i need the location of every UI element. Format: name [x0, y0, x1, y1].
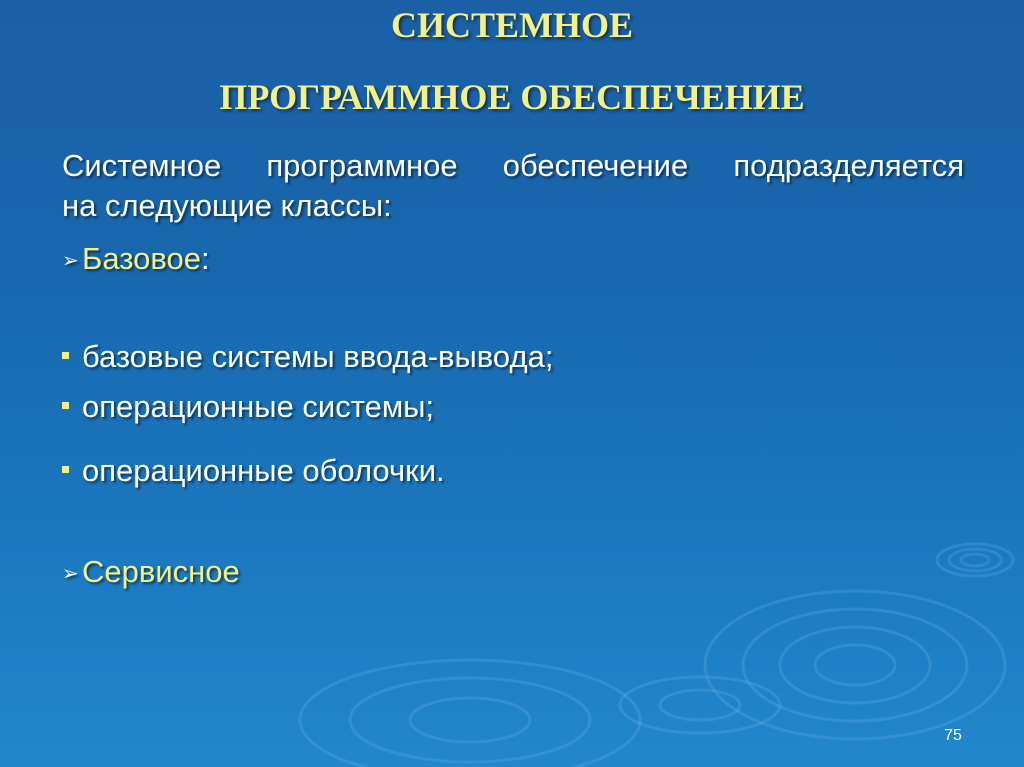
square-bullet-icon [62, 352, 69, 359]
intro-word: программное [266, 148, 458, 183]
arrow-bullet-icon: ➢ [62, 563, 79, 585]
intro-word: подразделяется [733, 148, 964, 183]
list-item [62, 337, 553, 377]
intro-word: Системное [62, 148, 222, 183]
category-base [62, 239, 210, 281]
category-service [62, 552, 240, 594]
square-bullet-icon [62, 466, 69, 473]
intro-word: обеспечение [502, 148, 689, 183]
list-item [62, 451, 445, 491]
intro-line-1 [62, 146, 964, 186]
category-base-label: Базовое [82, 241, 201, 276]
list-item [62, 387, 434, 427]
intro-paragraph [62, 146, 964, 226]
slide-title-line-1: СИСТЕМНОЕ [390, 5, 633, 45]
category-service-label: Сервисное [82, 554, 240, 589]
page-number: 75 [944, 727, 962, 744]
arrow-bullet-icon: ➢ [62, 250, 79, 272]
square-bullet-icon [62, 402, 69, 409]
slide-title-line-2: ПРОГРАММНОЕ ОБЕСПЕЧЕНИЕ [219, 77, 805, 117]
list-item-label: операционные оболочки. [82, 453, 445, 488]
category-base-colon: : [200, 241, 210, 276]
intro-line-2: на следующие классы: [62, 188, 392, 223]
list-item-label: базовые системы ввода-вывода; [82, 339, 554, 374]
list-item-label: операционные системы; [82, 389, 435, 424]
